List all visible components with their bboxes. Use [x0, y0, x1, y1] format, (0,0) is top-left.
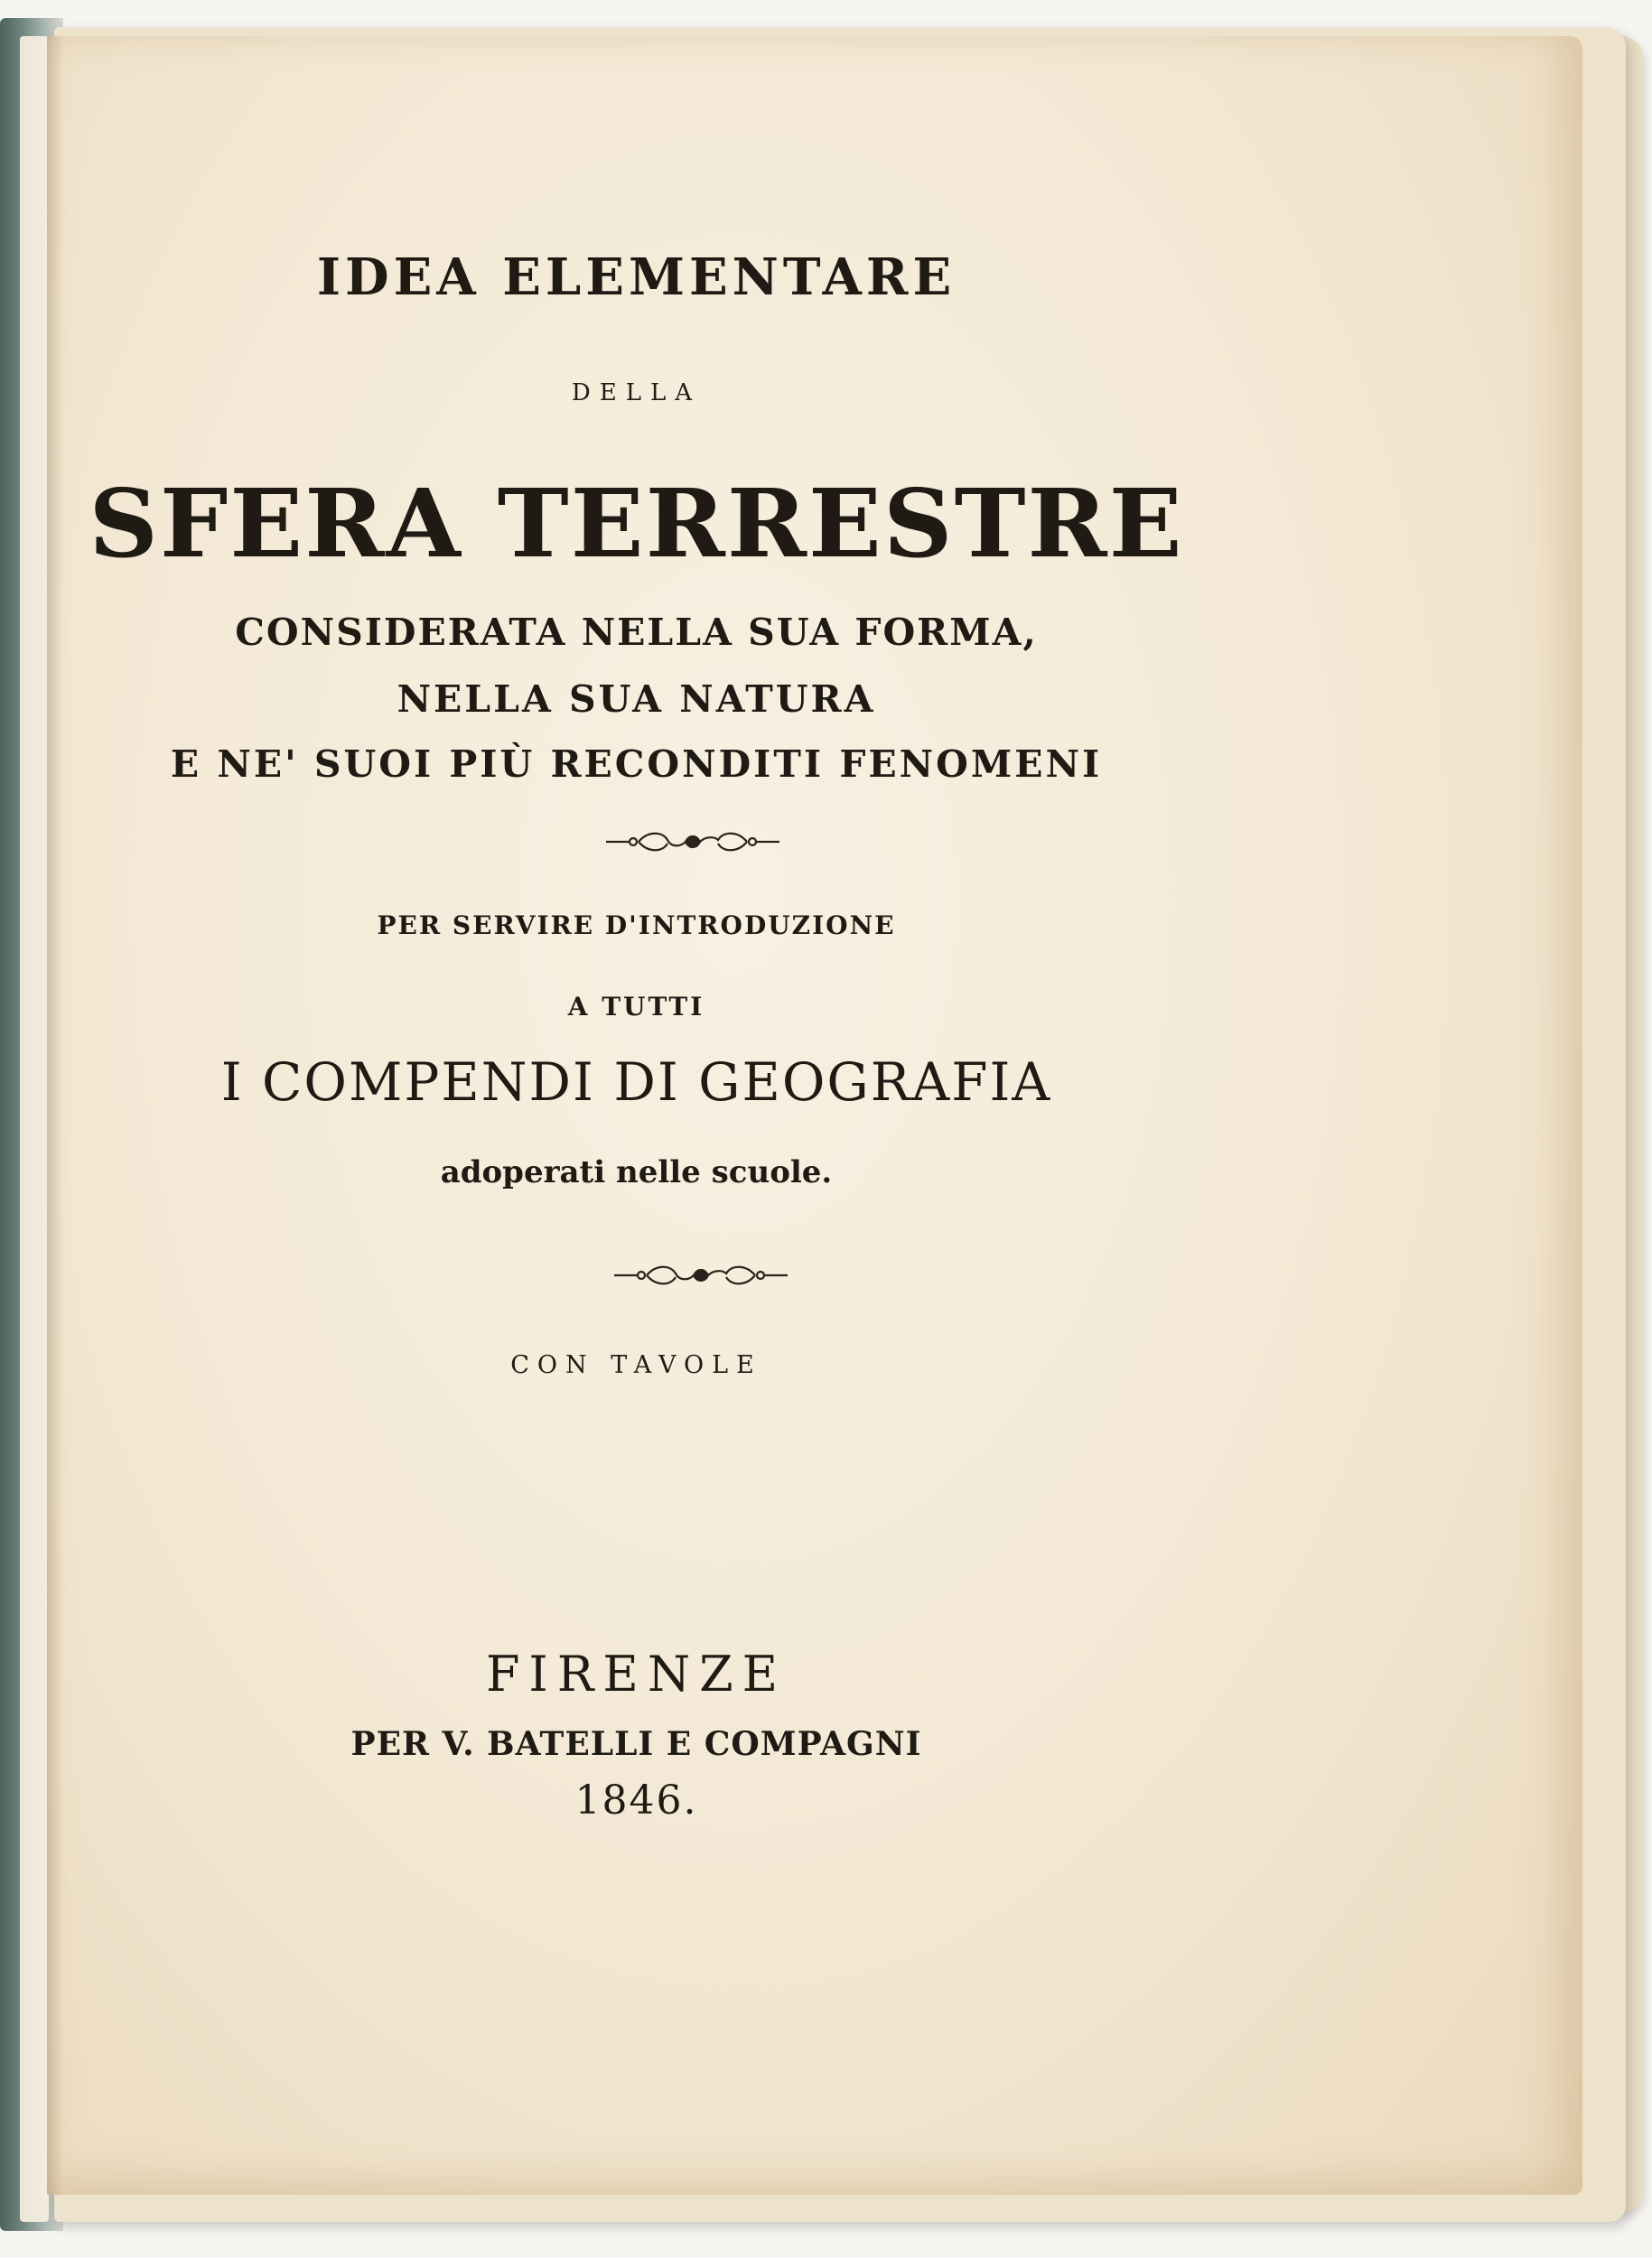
a-tutti-line: A TUTTI [567, 992, 705, 1022]
purpose-line: PER SERVIRE D'INTRODUZIONE [377, 910, 896, 940]
imprint-year: 1846. [574, 1777, 698, 1824]
title-line-2: DELLA [571, 379, 702, 406]
compendi-line: I COMPENDI DI GEOGRAFIA [220, 1051, 1052, 1113]
scroll-ornament-icon [611, 1261, 791, 1290]
main-title: SFERA TERRESTRE [89, 468, 1184, 579]
imprint-publisher: PER V. BATELLI E COMPAGNI [350, 1725, 922, 1763]
title-line-1: IDEA ELEMENTARE [316, 247, 957, 307]
title-page [47, 36, 1582, 2195]
subtitle-line-2: NELLA SUA NATURA [397, 677, 876, 721]
subtitle-line-1: CONSIDERATA NELLA SUA FORMA, [235, 611, 1038, 654]
gutter-shadow [47, 36, 63, 2195]
cover-flyleaf [20, 36, 49, 2222]
con-tavole-line: CON TAVOLE [510, 1351, 762, 1379]
adoperati-line: adoperati nelle scuole. [440, 1154, 833, 1190]
scroll-ornament-icon [602, 827, 783, 856]
subtitle-line-3: E NE' SUOI PIÙ RECONDITI FENOMENI [170, 742, 1103, 786]
imprint-city: FIRENZE [485, 1646, 788, 1703]
